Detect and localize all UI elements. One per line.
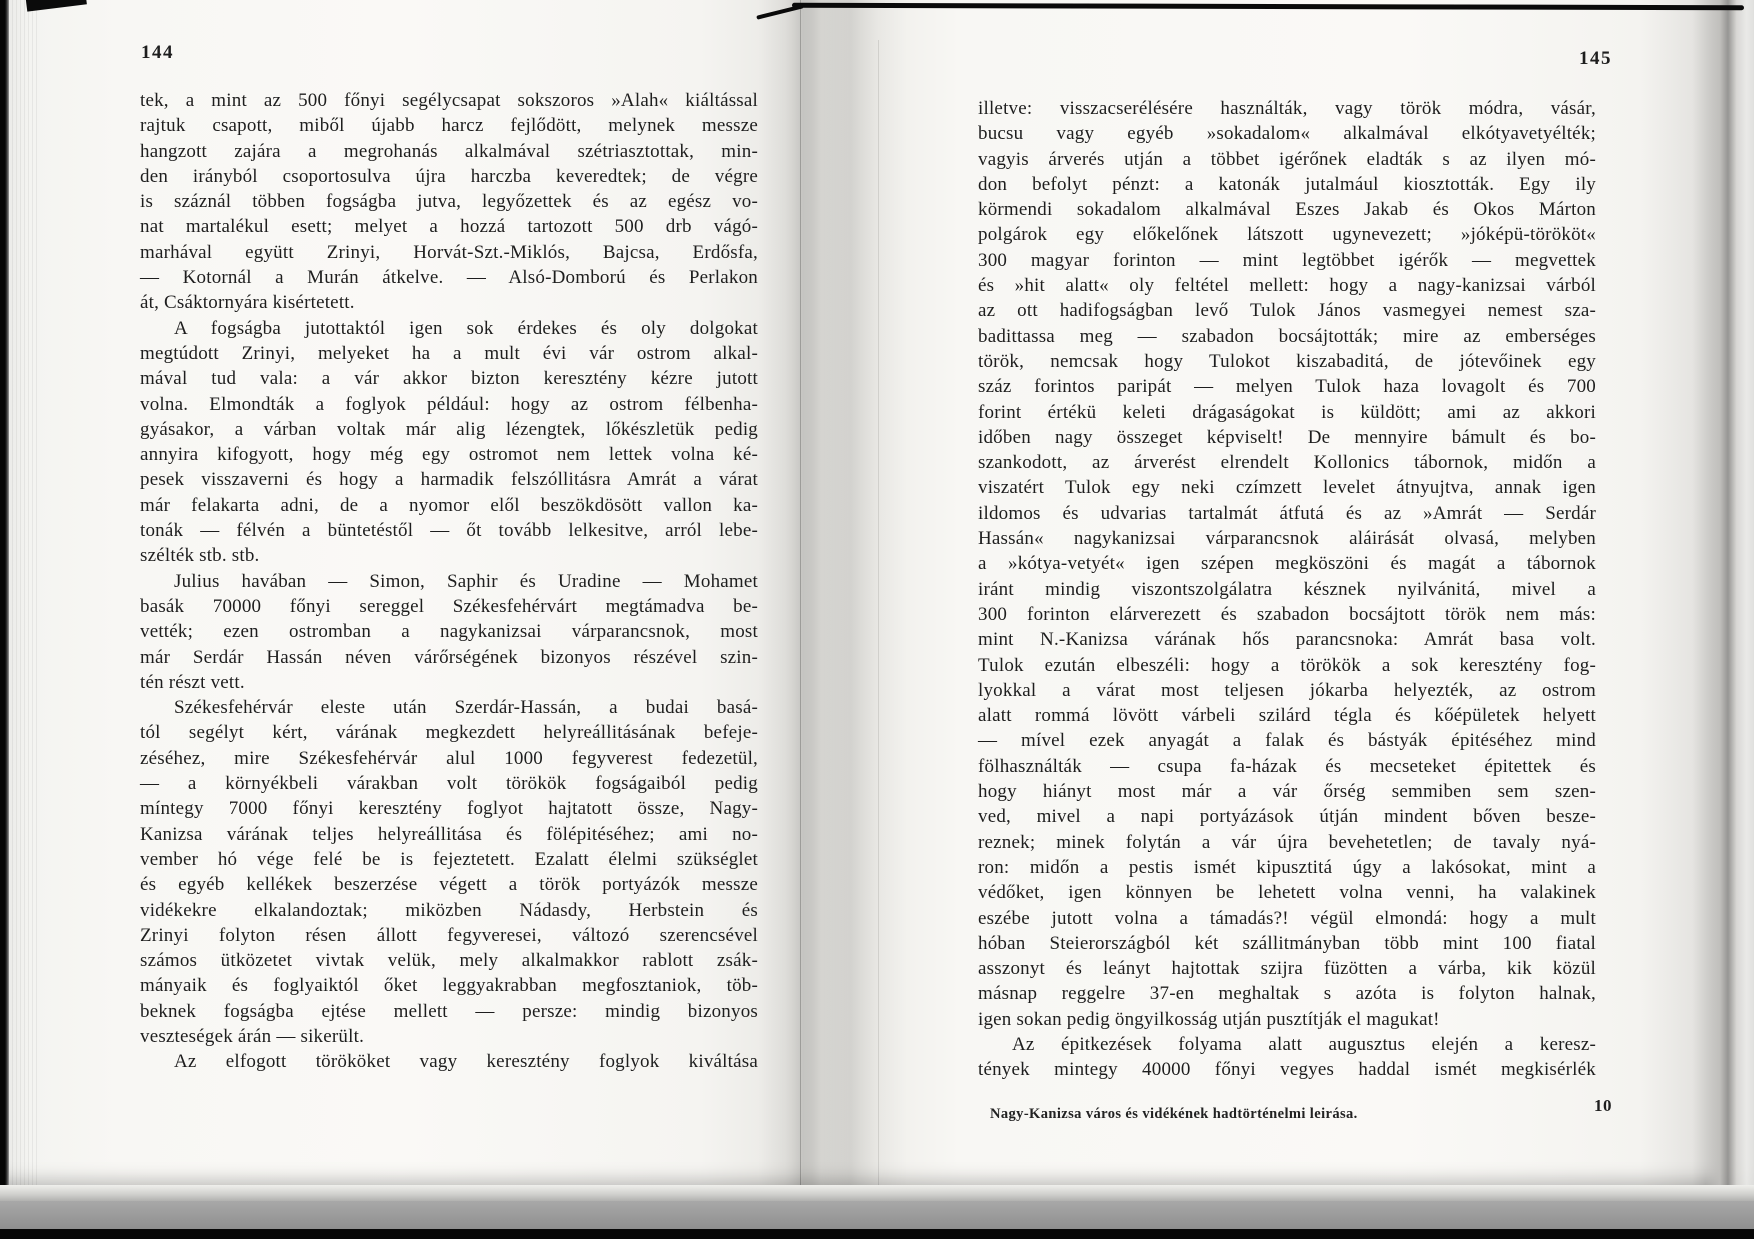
text-line: Kanizsa várának teljes helyreállitása és fölépitéséhez; ami no- [140,823,758,845]
text-line: szankodott, az árverést elrendelt Kollonics tábornok, midőn a [978,452,1596,474]
text-line: időben nagy összeget képviselt! De mennyire bámult és bo- [978,426,1596,448]
paragraph [140,569,758,695]
right-page-footer [978,1096,1612,1130]
text-line: török, nemcsak hogy Tulokot kiszabaditá, de jótevőinek egy [978,350,1596,372]
page-stack-fore-edge [0,1185,1754,1201]
text-line: vagyis árverés utján a többet igérőnek eladták s az ilyen mó- [978,148,1596,170]
text-line: az ott hadifogságban levő Tulok János vasmegyei nemest sza- [978,300,1596,322]
text-line: ron: midőn a pestis ismét kipusztitá úgy a lakósokat, mint a [978,856,1596,878]
text-line: iránt mindig viszontszolgálatra késznek nyilvánitá, mivel a [978,578,1596,600]
text-line: marhával együtt Zrinyi, Horvát-Szt.-Miklós, Bajcsa, Erdősfa, [140,241,758,263]
text-line: védőket, igen könnyen be lehetett volna venni, ha valakinek [978,882,1596,904]
text-line: viszatért Tulok egy neki czímzett levelet átnyujtva, annak igen [978,477,1596,499]
text-line: ved, mivel a napi portyázások útján mindent bőven besze- [978,806,1596,828]
text-line: annyira kifogyott, hogy még egy ostromot nem lettek volna ké- [140,444,758,466]
scan-bottom-border [0,1229,1754,1239]
text-line: asszonyt és leányt hajtottak szijra füzötten a várba, kik közül [978,958,1596,980]
text-line: volna. Elmondták a foglyok például: hogy az ostrom félbenha- [140,393,758,415]
text-line: eszébe jutott volna a támadás?! végül elmondá: hogy a mult [978,907,1596,929]
text-line: rajtuk csapott, miből újabb harcz fejlődött, melynek messze [140,115,758,137]
text-line: den irányból csoportosulva újra harczba keveredtek; de végre [140,165,758,187]
page-number-left: 144 [141,42,174,63]
paragraph [978,1032,1596,1083]
text-line: mint N.-Kanizsa várának hős parancsnoka: Amrát basa volt. [978,629,1596,651]
text-line: 300 magyar forinton — mint legtöbbet igérők — megvettek [978,249,1596,271]
text-line: illetve: visszacserélésére használták, vagy török módra, vásár, [978,98,1596,119]
text-line: A fogságba jutottaktól igen sok érdekes és oly dolgokat [174,317,758,339]
text-line: lyokkal a várat most teljesen jókarba helyezték, az ostrom [978,679,1596,701]
text-line: igen sokan pedig öngyilkosság utján pusztítják el magukat! [978,1008,1440,1030]
text-line: vették; ezen ostromban a nagykanizsai várparancsnok, most [140,621,758,643]
text-line: megtúdott Zrinyi, melyeket ha a mult évi vár ostrom alkal- [140,342,758,364]
text-line: tonák — félvén a büntetéstől — őt tovább lelkesitve, arról lebe- [140,520,758,542]
right-page-edge-band [1692,0,1754,1185]
text-line: gyásakor, a várban voltak már alig lézengtek, lőkészletük pedig [140,418,758,440]
text-line: tények mintegy 40000 főnyi vegyes haddal ismét megkisérlék [978,1059,1596,1081]
text-line: már Serdár Hassán néven várőrségének bizonyos részével szin- [140,646,758,668]
page-number-right: 145 [1579,48,1612,69]
gutter-fold-line-2 [878,40,879,1185]
text-line: Hassán« nagykanizsai várparancsnok aláirását olvasá, melyben [978,528,1596,550]
text-line: vidékekre elkalandoztak; miközben Nádasdy, Herbstein és [140,899,758,921]
text-line: a »kótya-vetyét« igen szépen megköszöni és magát a tábornok [978,553,1596,575]
text-line: beknek fogságba ejtése mellett — persze: mindig bizonyos [140,1000,758,1022]
text-line: mával tud vala: a vár akkor bizton keresztény kézre jutott [140,368,758,390]
text-line: tén részt vett. [140,671,245,693]
text-line: — Kotornál a Murán átkelve. — Alsó-Domború és Perlakon [140,267,758,289]
text-line: — a környékbeli várakban volt törökök fogságaiból pedig [140,773,758,795]
text-line: tól segélyt kért, várának megkezdett helyreállitásának befeje- [140,722,758,744]
paragraph [140,695,758,1049]
text-line: és egyéb kellékek beszerzése végett a török portyázók messze [140,874,758,896]
text-line: Székesfehérvár eleste után Szerdár-Hassán, a budai basá- [174,697,758,719]
text-line: vember hó vége felé be is fejeztetett. Ezalatt élelmi szükséglet [140,848,758,870]
text-line: Zrinyi folyton résen állott fegyveresei, változó szerencsével [140,924,758,946]
text-line: polgárok egy előkelőnek látszott ugynevezett; »jóképü-törököt« [978,224,1596,246]
text-line: forint értékü keleti drágaságokat is küldött; ami az akkori [978,401,1596,423]
book-left-dark-edge [0,0,9,1190]
text-line: is száznál többen fogságba jutva, legyőzettek és az egész vo- [140,191,758,213]
page-edge-striations [8,0,38,1185]
text-line: már felakarta adni, de a nyomor elől beszökdösött vallon ka- [140,494,758,516]
text-line: basák 70000 főnyi sereggel Székesfehérvárt megtámadva be- [140,595,758,617]
signature-number: 10 [1594,1096,1612,1115]
text-line: míntegy 7000 főnyi keresztény foglyot hajtatott össze, Nagy- [140,798,758,820]
paragraph [978,96,1596,1032]
text-line: Az elfogott törököket vagy keresztény foglyok kiváltása [174,1051,758,1073]
text-line: zéséhez, mire Székesfehérvár alul 1000 fegyverest fedezetül, [140,747,758,769]
paragraph [140,316,758,569]
text-line: ildomos és udvarias tartalmát átfutá és az »Amrát — Serdár [978,502,1596,524]
text-line: 300 forinton elárverezett és szabadon bocsájtott török nem más: [978,603,1596,625]
table-surface [0,1201,1754,1229]
left-page-text-column [140,88,758,1075]
text-line: fölhasználták — csupa fa-házak és mecseteket épitettek és [978,755,1596,777]
text-line: pesek visszaverni és hogy a harmadik felszóllitásra Amrát a várat [140,469,758,491]
gutter-fold-line [800,0,801,1185]
text-line: — mível ezek anyagát a falak és bástyák épitéséhez mind [978,730,1596,752]
right-page-text-column [978,96,1596,1083]
text-line: és »hit alatt« oly feltétel mellett: hogy a nagy-kanizsai várból [978,275,1596,297]
paragraph [140,1049,758,1074]
text-line: Julius havában — Simon, Saphir és Uradine — Mohamet [174,570,758,592]
paragraph [140,88,758,316]
book-gutter-shadow [758,0,908,1185]
text-line: don befolyt pénzt: a katonák jutalmául kiosztották. Egy ily [978,173,1596,195]
text-line: bucsu vagy egyéb »sokadalom« alkalmával elkótyavetyélték; [978,123,1596,145]
text-line: badittassa meg — szabadon bocsájtották; mire az emberséges [978,325,1596,347]
running-title: Nagy-Kanizsa város és vidékének hadtörténelmi leirása. [990,1106,1358,1122]
text-line: nat martalékul esett; melyet a hozzá tartozott 500 drb vágó- [140,216,758,238]
text-line: mányaik és foglyaiktól őket leggyakrabban megfosztaniok, töb- [140,975,758,997]
text-line: másnap reggelre 37-en meghaltak s azóta is folyton halnak, [978,983,1596,1005]
text-line: tek, a mint az 500 főnyi segélycsapat sokszoros »Alah« kiáltással [140,90,758,111]
text-line: veszteségek árán — sikerült. [140,1025,365,1047]
text-line: hogy hiányt most már a vár őrség semmiben sem szen- [978,781,1596,803]
text-line: reznek; minek folytán a vár újra bevehetetlen; de tavaly nyá- [978,831,1596,853]
text-line: számos ütközetet vivtak velük, mely alkalmakkor rablott zsák- [140,950,758,972]
text-line: száz forintos paripát — melyen Tulok haza lovagolt és 700 [978,376,1596,398]
text-line: hóban Steierországból két szállitmányban több mint 100 fiatal [978,932,1596,954]
text-line: szélték stb. stb. [140,545,260,567]
text-line: körmendi sokadalom alkalmával Eszes Jakab és Okos Márton [978,199,1596,221]
text-line: Tulok ezután elbeszéli: hogy a törökök a sok keresztény fog- [978,654,1596,676]
text-line: Az épitkezések folyama alatt augusztus elején a keresz- [1012,1033,1596,1055]
text-line: át, Csáktornyára kisértetett. [140,292,355,314]
text-line: alatt rommá lövött várbeli szilárd tégla és kőépületek helyett [978,705,1596,727]
text-line: hangzott zajára a megrohanás alkalmával szétriasztottak, min- [140,140,758,162]
